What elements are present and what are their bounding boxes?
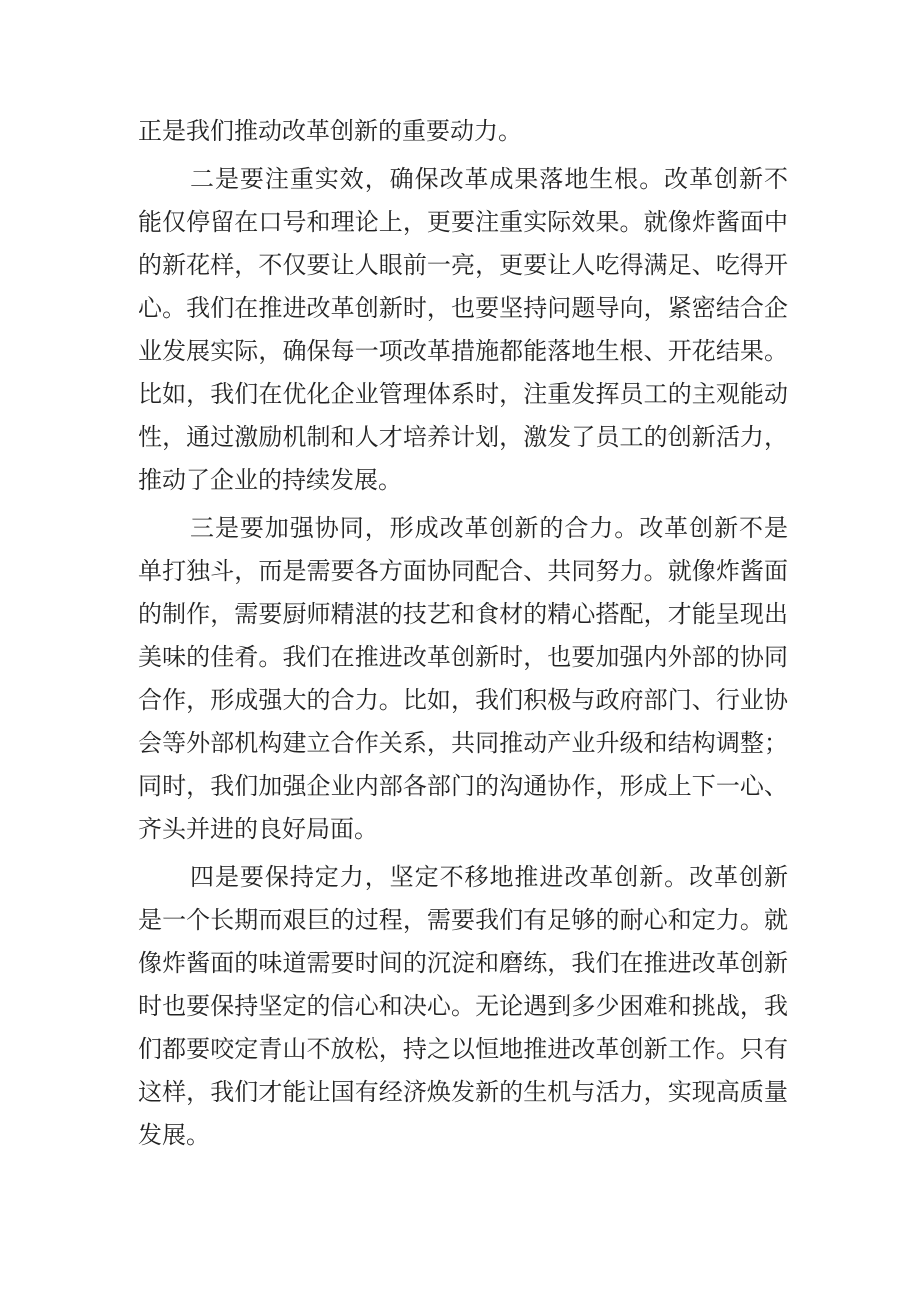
- paragraph-third-point: 三是要加强协同，形成改革创新的合力。改革创新不是单打独斗，而是需要各方面协同配合、共同努力。就像炸酱面的制作，需要厨师精湛的技艺和食材的精心搭配，才能呈现出美味的佳肴。我们在推进改革创新时，也要加强内外部的协同合作，形成强大的合力。比如，我们积极与政府部门、行业协会等外部机构建立合作关系，共同推动产业升级和结构调整；同时，我们加强企业内部各部门的沟通协作，形成上下一心、齐头并进的良好局面。: [138, 514, 788, 843]
- paragraph-second-point: 二是要注重实效，确保改革成果落地生根。改革创新不能仅停留在口号和理论上，更要注重实际效果。就像炸酱面中的新花样，不仅要让人眼前一亮，更要让人吃得满足、吃得开心。我们在推进改革创新时，也要坚持问题导向，紧密结合企业发展实际，确保每一项改革措施都能落地生根、开花结果。比如，我们在优化企业管理体系时，注重发挥员工的主观能动性，通过激励机制和人才培养计划，激发了员工的创新活力，推动了企业的持续发展。: [138, 165, 788, 494]
- paragraph-fourth-point: 四是要保持定力，坚定不移地推进改革创新。改革创新是一个长期而艰巨的过程，需要我们有足够的耐心和定力。就像炸酱面的味道需要时间的沉淀和磨练，我们在推进改革创新时也要保持坚定的信心和决心。无论遇到多少困难和挑战，我们都要咬定青山不放松，持之以恒地推进改革创新工作。只有这样，我们才能让国有经济焕发新的生机与活力，实现高质量发展。: [138, 863, 788, 1149]
- document-body: [138, 110, 788, 1157]
- paragraph-continuation: 正是我们推动改革创新的重要动力。: [138, 117, 522, 145]
